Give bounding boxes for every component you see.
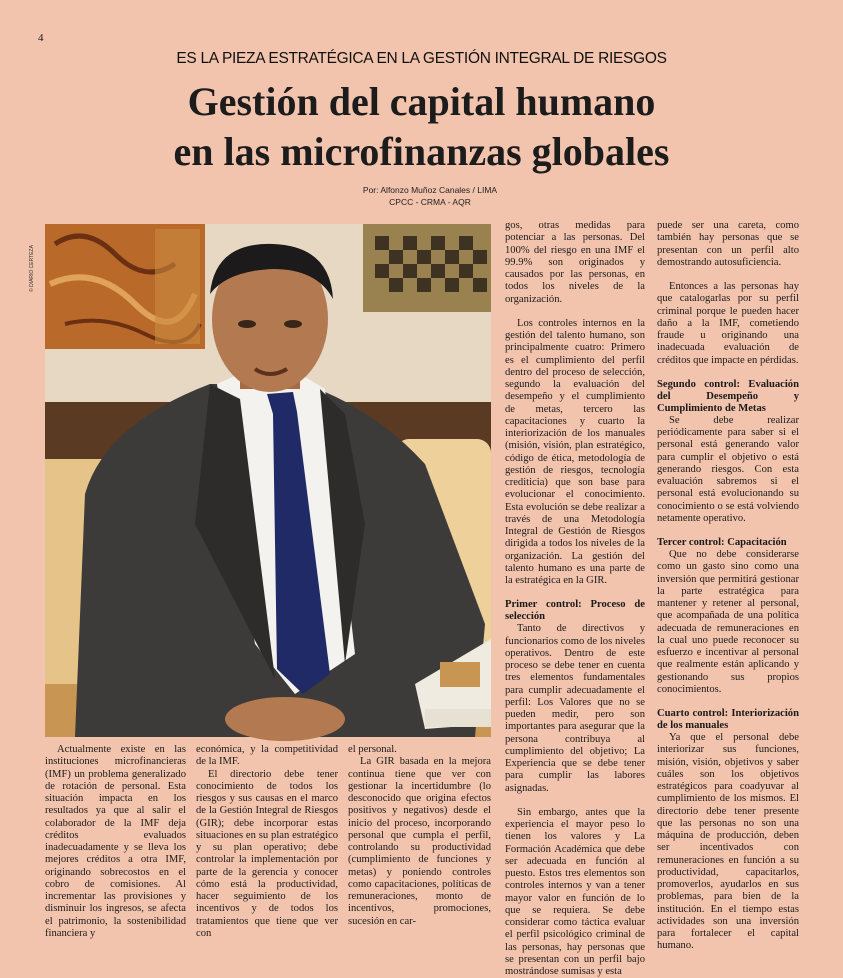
author-photo xyxy=(45,224,491,737)
section-heading: Cuarto control: Interiorización de los manuales xyxy=(657,708,799,731)
paragraph: Entonces a las personas hay que catalogarlas por su perfil criminal porque le pueden hacer daño a la IMF, cometiendo fraude u originando una inadecuada evaluación de créditos que impacte en pérdidas. xyxy=(657,281,799,366)
article-column-5 xyxy=(657,220,799,956)
paragraph: Sin embargo, antes que la experiencia el mayor peso lo tienen los valores y La Formación Académica que debe ser adecuada en función al puesto. Estos tres elementos son controles internos y van a tener mayor valor en función de lo que se requiera. Se debe considerar como táctica evaluar el perfil psicológico criminal de las personas, hay personas que se presentan con un perfil bajo mostrándose sumisas y esta xyxy=(505,806,645,977)
paragraph: El directorio debe tener conocimiento de todos los riesgos y sus causas en el marco de la Gestión Integral de Riesgos (GIR); debe incorporar estas situaciones en su plan estratégico y su plan operativo; debe controlar la implementación por parte de la gerencia y conocer cómo está la productividad, hacer seguimiento de los incentivos y de todos los tratamientos que tiene que ver con xyxy=(196,768,338,939)
headline-line-1: Gestión del capital humano xyxy=(187,79,656,124)
paragraph: Actualmente existe en las instituciones microfinancieras (IMF) un problema generalizado de rotación de personal. Esta situación impacta en los resultados ya que al salir el colaborador de la IMF deja créditos evaluados inadecuadamente y se lleva los mejores créditos a otra IMF, originando sobrecostos en el cobro de comisiones. Al incrementar las provisiones y disminuir los ingresos, se afecta el patrimonio, la sostenibilidad financiera y xyxy=(45,744,186,939)
article-column-4 xyxy=(505,220,645,977)
kicker: ES LA PIEZA ESTRATÉGICA EN LA GESTIÓN INTEGRAL DE RIESGOS xyxy=(176,50,667,67)
photo-credit: © DIARIO CERTEZA xyxy=(29,245,35,292)
section-heading: Segundo control: Evaluación del Desempeño y Cumplimiento de Metas xyxy=(657,378,799,414)
paragraph: Tanto de directivos y funcionarios como de los niveles operativos. Dentro de este proceso se debe tener en cuenta tres elementos fundamentales para cumplir adecuadamente el perfil: Los Valores que no se pueden medir, pero son importantes para asegurar que la persona contribuya al cumplimiento del objetivo; La Experiencia que se debe tener para cumplir las labores asignadas. xyxy=(505,623,645,794)
paragraph: La GIR basada en la mejora continua tiene que ver con gestionar la incertidumbre (lo desconocido que origina efectos positivos y negativos) desde el inicio del proceso, incorporando personal que cumpla el perfil, controlando su productividad (cumplimiento de funciones y metas) y poniendo controles como capacitaciones, políticas de remuneraciones, monto de incentivos, promociones, sucesión en car- xyxy=(348,756,491,927)
byline-credentials: CPCC - CRMA - AQR xyxy=(389,197,471,207)
paragraph: Que no debe considerarse como un gasto sino como una inversión que permitirá gestionar la parte estratégica para mantener y retener al personal, que acompañada de una política adecuada de remuneraciones en la cual uno puede reconocer su esfuerzo e incentivar al personal que realmente están aplicando y gestionando sus propios conocimientos. xyxy=(657,549,799,695)
headline xyxy=(0,77,843,177)
byline-author: Por: Alfonzo Muñoz Canales / LIMA xyxy=(362,185,498,195)
paragraph: puede ser una careta, como también hay personas que se presentan con un perfil alto demostrando autosuficiencia. xyxy=(657,220,799,268)
paragraph: Se debe realizar periódicamente para saber si el personal está generando valor para cumplir el objetivo o está generando riesgos. Con esta evaluación sabremos si el personal está evolucionando su conocimiento o se está volviendo netamente operativo. xyxy=(657,414,799,524)
paragraph: económica, y la competitividad de la IMF. xyxy=(196,744,338,768)
byline xyxy=(340,184,520,208)
article-column-3 xyxy=(348,744,491,956)
section-heading: Primer control: Proceso de selección xyxy=(505,599,645,623)
headline-line-2: en las microfinanzas globales xyxy=(173,129,670,174)
article-column-1 xyxy=(45,744,186,956)
paragraph: Ya que el personal debe interiorizar sus funciones, misión, visión, objetivos y saber cuáles son los objetivos estratégicos para coadyuvar al cumplimiento de los mismos. El directorio debe tener presente que las personas no son una máquina de producción, deben ser incentivados con remuneraciones en función a su productividad, capacitarlos, promoverlos, ayudarlos en sus problemas, para bien de la institución. En el tiempo estas actividades son una inversión para fortalecer el capital humano. xyxy=(657,732,799,952)
paragraph: gos, otras medidas para potenciar a las personas. Del 100% del riesgo en una IMF el 99.9% son originados y causados por las personas, en todos los niveles de la organización. xyxy=(505,220,645,305)
paragraph: el personal. xyxy=(348,744,397,755)
paragraph: Los controles internos en la gestión del talento humano, son principalmente cuatro: Primero es el cumplimiento del perfil dentro del proceso de selección, segundo la evaluación del desempeño y el cumplimiento de metas, tercero las capacitaciones y cuarto la interiorización de los manuales (misión, visión, plan estratégico, código de ética, metodología de gestión de riesgos, tecnología crediticia) que son base para evolucionar el conocimiento. Esta evolución se debe realizar a través de una Metodología Integral de Gestión de Riesgos dirigida a todos los niveles de la organización. La gestión del talento humano es una parte de la estratégica en la GIR. xyxy=(505,317,645,586)
article-column-2 xyxy=(196,744,338,956)
section-heading: Tercer control: Capacitación xyxy=(657,537,787,548)
page-number: 4 xyxy=(38,32,44,44)
